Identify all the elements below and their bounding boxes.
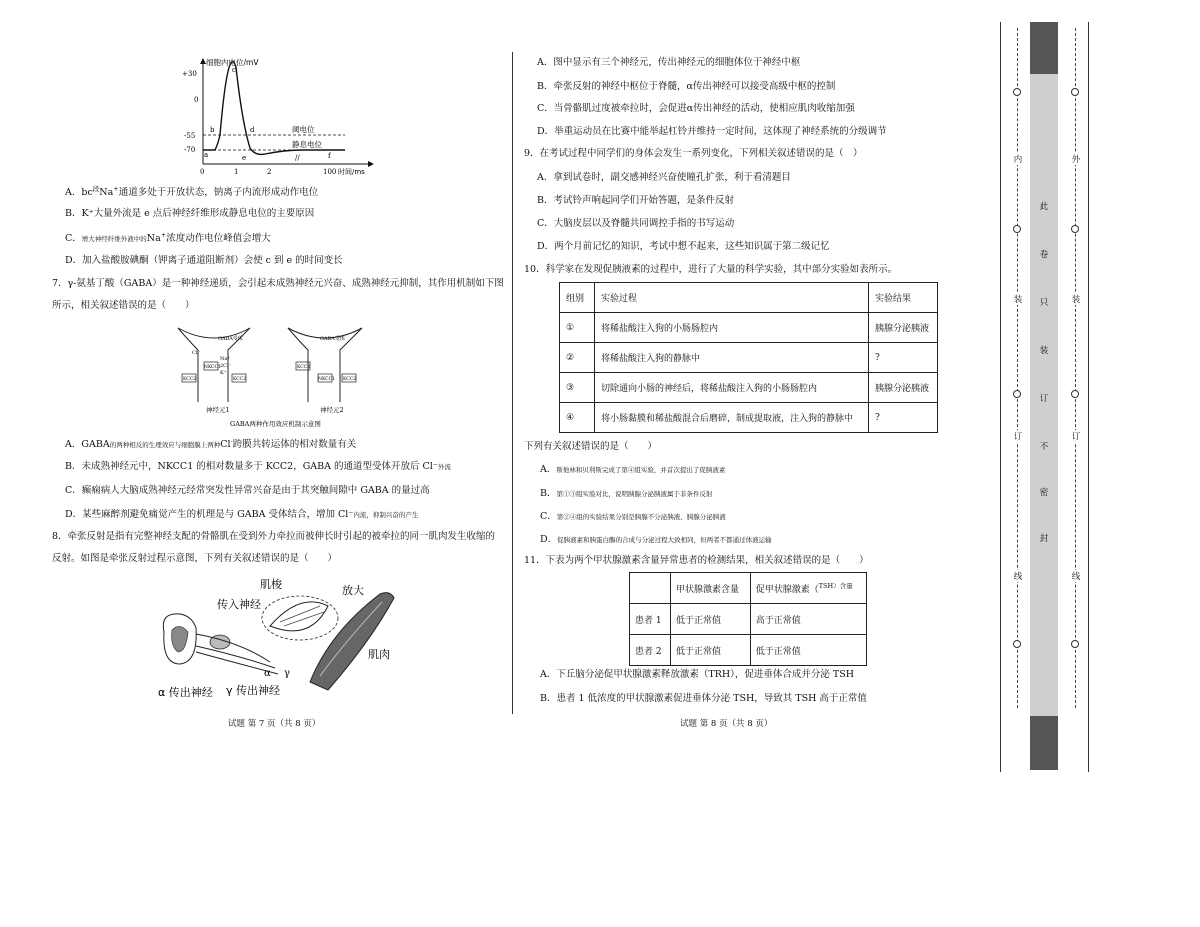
q9-stem: 9．在考试过程中同学们的身体会发生一系列变化，下列相关叙述错误的是（ ） bbox=[524, 148, 863, 159]
q10-stem: 10．科学家在发现促胰液素的过程中，进行了大量的科学实验，其中部分实验如表所示。 bbox=[524, 264, 898, 275]
q6-option-a: A．$bc^段Na^+$通道多处于开放状态，钠离子内流形成动作电位 bbox=[65, 185, 319, 199]
q7-option-d: D．某些麻醉剂避免痛觉产生的机理是与 GABA 受体结合，增加 Cl⁻内流，抑制兴奋的产生 bbox=[65, 509, 419, 520]
q9-option-d: D．两个月前记忆的知识，考试中想不起来，这些知识属于第二级记忆 bbox=[537, 241, 830, 252]
svg-text:2: 2 bbox=[267, 168, 272, 176]
neuron2-label: 神经元2 bbox=[320, 406, 344, 414]
page7-footer: 试题 第 7 页（共 8 页） bbox=[228, 719, 321, 729]
svg-text:KCC2: KCC2 bbox=[297, 365, 310, 370]
center-divider bbox=[512, 52, 513, 714]
experiment-table bbox=[559, 282, 938, 433]
afferent-label: 传入神经 bbox=[217, 598, 261, 611]
q9-option-b: B．考试铃声响起同学们开始答题，是条件反射 bbox=[537, 195, 735, 206]
table-row: 组别 实验过程 实验结果 bbox=[560, 283, 938, 313]
q10-option-b: B．第①③组实验对比，说明胰腺分泌胰液属于非条件反射 bbox=[540, 488, 713, 499]
svg-text:0: 0 bbox=[200, 168, 205, 176]
svg-text:α: α bbox=[264, 668, 271, 679]
table-row: 患者 2 低于正常值 低于正常值 bbox=[630, 635, 867, 666]
svg-text:100: 100 bbox=[323, 168, 337, 176]
q8-option-c: C．当骨骼肌过度被牵拉时，会促进α传出神经的活动，使相应肌肉收缩加强 bbox=[537, 103, 855, 114]
svg-text:Cl⁻: Cl⁻ bbox=[192, 350, 201, 356]
q7-stem-line2: 所示，相关叙述错误的是（ ） bbox=[52, 300, 195, 311]
q8-option-b: B．牵张反射的神经中枢位于脊髓，α传出神经可以接受高级中枢的控制 bbox=[537, 81, 836, 92]
svg-text://: // bbox=[295, 154, 300, 162]
q10-option-c: C．第②④组的实验结果分别是胰腺不分泌胰液、胰腺分泌胰液 bbox=[540, 511, 726, 522]
svg-text:γ: γ bbox=[284, 668, 290, 679]
svg-text:1: 1 bbox=[234, 168, 239, 176]
page8-footer: 试题 第 8 页（共 8 页） bbox=[680, 719, 773, 729]
q7-option-a: A．GABA的两种相反的生理效应与细胞膜上两种Cl-跨膜共转运体的相对数量有关 bbox=[65, 437, 357, 451]
gaba-mechanism-figure bbox=[170, 322, 390, 430]
svg-text:GABA受体: GABA受体 bbox=[218, 336, 243, 342]
table-row: ② 将稀盐酸注入狗的静脉中 ? bbox=[560, 343, 938, 373]
svg-text:0: 0 bbox=[194, 96, 199, 104]
action-potential-graph bbox=[170, 52, 380, 180]
q6-option-c: C．增大神经纤维外液中的Na+浓度动作电位峰值会增大 bbox=[65, 231, 271, 245]
svg-text:b: b bbox=[210, 126, 215, 134]
q10-option-d: D．促胰液素和胰蛋白酶的合成与分泌过程大致相同，但两者不都通过体液运输 bbox=[540, 534, 772, 545]
svg-text:KCC2: KCC2 bbox=[233, 377, 246, 382]
q6-option-b: B．K⁺大量外流是 e 点后神经纤维形成静息电位的主要原因 bbox=[65, 208, 315, 219]
graph-ylabel: 细胞内电位/mV bbox=[206, 58, 259, 67]
table-row: ③ 切除通向小肠的神经后，将稀盐酸注入狗的小肠肠腔内 胰腺分泌胰液 bbox=[560, 373, 938, 403]
table-row: ① 将稀盐酸注入狗的小肠肠腔内 胰腺分泌胰液 bbox=[560, 313, 938, 343]
q7-option-b: B．未成熟神经元中，NKCC1 的相对数量多于 KCC2，GABA 的通道型受体开放后 Cl⁻外流 bbox=[65, 461, 451, 472]
rest-label: 静息电位 bbox=[292, 140, 322, 149]
svg-text:d: d bbox=[250, 126, 255, 134]
neuron1-label: 神经元1 bbox=[206, 406, 230, 414]
gamma-efferent-label: γ 传出神经 bbox=[226, 684, 281, 697]
q8-stem-line1: 8．牵张反射是指有完整神经支配的骨骼肌在受到外力牵拉而被伸长时引起的被牵拉的同一肌肉发生收缩的 bbox=[52, 531, 496, 542]
svg-text:NKCC1: NKCC1 bbox=[318, 377, 335, 382]
q8-option-a: A．图中显示有三个神经元，传出神经元的细胞体位于神经中枢 bbox=[537, 57, 801, 68]
svg-text:KCC2: KCC2 bbox=[183, 377, 196, 382]
svg-text:f: f bbox=[328, 152, 331, 160]
q11-option-a: A．下丘脑分泌促甲状腺激素释放激素（TRH），促进垂体合成并分泌 TSH bbox=[540, 669, 855, 680]
svg-text:-70: -70 bbox=[184, 146, 196, 154]
svg-text:GABA受体: GABA受体 bbox=[320, 336, 345, 342]
alpha-efferent-label: α 传出神经 bbox=[158, 686, 213, 699]
table-row: 甲状腺激素含量 促甲状腺激素（$^{TSH)含量}$ bbox=[630, 573, 867, 604]
q10-after: 下列有关叙述错误的是（ ） bbox=[524, 441, 658, 452]
svg-text:2Cl⁻: 2Cl⁻ bbox=[220, 363, 232, 369]
svg-text:+30: +30 bbox=[182, 70, 197, 78]
q6-option-d: D．加入盐酸胺碘酮（钾离子通道阻断剂）会使 c 到 e 的时间变长 bbox=[65, 255, 343, 266]
spindle-label: 肌梭 bbox=[260, 578, 282, 591]
svg-text:-55: -55 bbox=[184, 132, 196, 140]
q9-option-a: A．拿到试卷时，副交感神经兴奋使瞳孔扩张，利于看清题目 bbox=[537, 172, 791, 183]
stretch-reflex-figure bbox=[150, 572, 410, 702]
svg-text:a: a bbox=[204, 151, 209, 159]
svg-text:Na⁺: Na⁺ bbox=[220, 356, 230, 362]
q7-option-c: C．癫痫病人大脑成熟神经元经常突发性异常兴奋是由于其突触间隙中 GABA 的量过高 bbox=[65, 485, 430, 496]
svg-text:NKCC1: NKCC1 bbox=[204, 365, 221, 370]
gaba-caption: GABA两种作用效应机制示意图 bbox=[230, 420, 321, 428]
svg-text:e: e bbox=[242, 154, 247, 162]
enlarge-label: 放大 bbox=[342, 584, 364, 597]
q11-option-b: B．患者 1 低浓度的甲状腺激素促进垂体分泌 TSH，导致其 TSH 高于正常值 bbox=[540, 693, 867, 704]
q8-option-d: D．举重运动员在比赛中能举起杠铃并维持一定时间，这体现了神经系统的分级调节 bbox=[537, 126, 887, 137]
graph-xlabel: 时间/ms bbox=[338, 168, 365, 176]
table-row: 患者 1 低于正常值 高于正常值 bbox=[630, 604, 867, 635]
q11-stem: 11．下表为两个甲状腺激素含量异常患者的检测结果，相关叙述错误的是（ ） bbox=[524, 555, 869, 566]
svg-text:c: c bbox=[232, 66, 236, 74]
q7-stem-line1: 7．γ-氨基丁酸（GABA）是一种神经递质，会引起未成熟神经元兴奋、成熟神经元抑制，其作用机制如下图 bbox=[52, 278, 504, 289]
svg-text:KCC2: KCC2 bbox=[343, 377, 356, 382]
q9-option-c: C．大脑皮层以及脊髓共同调控手指的书写运动 bbox=[537, 218, 735, 229]
q8-stem-line2: 反射。如图是牵张反射过程示意图，下列有关叙述错误的是（ ） bbox=[52, 553, 338, 564]
threshold-label: 阈电位 bbox=[292, 125, 315, 134]
thyroid-table bbox=[629, 572, 867, 666]
q10-option-a: A．斯他林和贝利斯完成了第④组实验，并首次提出了促胰液素 bbox=[540, 464, 726, 475]
muscle-label: 肌肉 bbox=[368, 648, 390, 661]
svg-text:K⁺: K⁺ bbox=[220, 370, 227, 376]
table-row: ④ 将小肠黏膜和稀盐酸混合后磨碎，制成提取液，注入狗的静脉中 ? bbox=[560, 403, 938, 433]
